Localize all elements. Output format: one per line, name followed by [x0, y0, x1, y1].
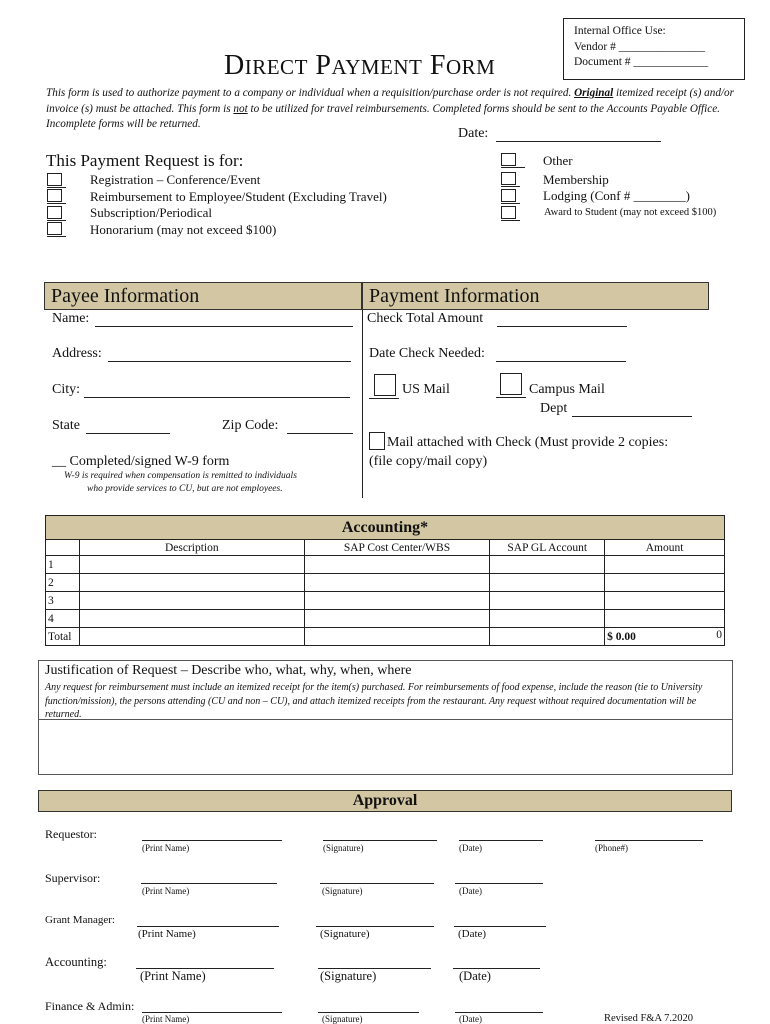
total-extra: 0 — [716, 629, 722, 641]
description-cell[interactable] — [79, 592, 304, 610]
row-number: 3 — [46, 592, 80, 610]
requestor-print-name-field[interactable] — [142, 840, 282, 841]
role-finance-admin: Finance & Admin: — [45, 999, 135, 1013]
intro-not: not — [233, 102, 248, 115]
caption-date: (Date) — [459, 969, 491, 983]
checkbox-reimbursement[interactable] — [47, 189, 62, 202]
cost-center-cell[interactable] — [304, 556, 490, 574]
mail-attached-label-2: (file copy/mail copy) — [369, 454, 488, 469]
intro-part-1: This form is used to authorize payment to a company or individual when a requisition/purchase order is not required. — [46, 87, 572, 99]
supervisor-print-name-field[interactable] — [141, 883, 277, 884]
caption-date: (Date) — [459, 843, 482, 853]
mail-attached-label: Mail attached with Check (Must provide 2 copies: — [387, 435, 669, 450]
justification-title: Justification of Request – Describe who, what, why, when, where — [45, 663, 412, 678]
caption-print-name: (Print Name) — [140, 969, 206, 983]
intro-original: Original — [574, 87, 614, 99]
grant-manager-signature-field[interactable] — [316, 926, 434, 927]
intro-part-3: to be utilized for travel reimbursements. Completed forms should be sent to the Accounts Payable Office. Incomplete forms will be returned. — [46, 102, 720, 130]
w9-note-2: who provide services to CU, but are not employees. — [87, 484, 283, 494]
payment-header: Payment Information — [362, 282, 709, 310]
option-reimbursement: Reimbursement to Employee/Student (Excluding Travel) — [90, 189, 387, 204]
city-label: City: — [52, 382, 81, 397]
revision-note: Revised F&A 7.2020 — [604, 1013, 693, 1024]
description-cell[interactable] — [79, 556, 304, 574]
cost-center-cell[interactable] — [304, 574, 490, 592]
amount-cell[interactable] — [605, 556, 725, 574]
check-total-field[interactable] — [497, 326, 627, 327]
finance-date-field[interactable] — [455, 1012, 543, 1013]
row-number: 2 — [46, 574, 80, 592]
date-needed-field[interactable] — [496, 361, 626, 362]
approval-header: Approval — [38, 790, 732, 812]
section-divider — [362, 310, 363, 498]
checkbox-honorarium[interactable] — [47, 222, 62, 235]
checkbox-membership[interactable] — [501, 172, 516, 185]
option-membership: Membership — [543, 172, 609, 187]
finance-print-name-field[interactable] — [142, 1012, 282, 1013]
checkbox-registration[interactable] — [47, 173, 62, 186]
date-field[interactable] — [496, 141, 661, 142]
total-blank — [79, 628, 304, 646]
supervisor-date-field[interactable] — [455, 883, 543, 884]
zip-label: Zip Code: — [222, 418, 279, 433]
checkbox-underline — [47, 220, 66, 221]
caption-signature: (Signature) — [320, 969, 377, 983]
option-award: Award to Student (may not exceed $100) — [544, 207, 717, 218]
accounting-header: Accounting* — [46, 516, 725, 540]
amount-cell[interactable] — [605, 574, 725, 592]
role-requestor: Requestor: — [45, 827, 97, 841]
total-label: Total — [46, 628, 80, 646]
description-cell[interactable] — [79, 610, 304, 628]
name-label: Name: — [52, 311, 90, 326]
checkbox-underline — [501, 220, 520, 221]
w9-note-1: W-9 is required when compensation is remitted to individuals — [64, 471, 297, 481]
table-row — [46, 574, 725, 592]
justification-description: Any request for reimbursement must include an itemized receipt for the item(s) purchased. For reimbursements of food expense, include the reason (tie to University function/mission), the persons attending (CU and non – CU), and attach itemized receipts from the restaurant. Any request without required documentation will be returned. — [45, 682, 703, 720]
table-row — [46, 610, 725, 628]
title-cap-3: F — [429, 50, 446, 81]
vendor-field[interactable]: Vendor # _______________ — [574, 40, 705, 53]
state-field[interactable] — [86, 433, 170, 434]
title-rest-3: ORM — [445, 55, 496, 79]
checkbox-lodging[interactable] — [501, 189, 516, 202]
checkbox-subscription[interactable] — [47, 206, 62, 219]
w9-checkbox-label[interactable]: __ Completed/signed W-9 form — [52, 454, 230, 469]
finance-signature-field[interactable] — [318, 1012, 419, 1013]
row-number: 4 — [46, 610, 80, 628]
title-rest-1: IRECT — [244, 55, 308, 79]
caption-date: (Date) — [459, 886, 482, 896]
caption-print-name: (Print Name) — [138, 928, 196, 940]
role-supervisor: Supervisor: — [45, 871, 101, 885]
accounting-column-row — [46, 540, 725, 556]
request-heading: This Payment Request is for: — [46, 151, 244, 170]
title-cap-2: P — [315, 50, 332, 81]
caption-date: (Date) — [458, 928, 487, 940]
role-grant-manager: Grant Manager: — [45, 914, 115, 926]
total-amount-cell — [605, 628, 725, 646]
gl-account-cell[interactable] — [490, 592, 605, 610]
amount-cell[interactable] — [605, 592, 725, 610]
supervisor-signature-field[interactable] — [320, 883, 434, 884]
intro-part-2: itemized receipt (s) and/or invoice (s) must be attached. This form is — [46, 87, 734, 115]
address-field[interactable] — [108, 361, 351, 362]
checkbox-underline — [501, 203, 520, 204]
requestor-signature-field[interactable] — [323, 840, 437, 841]
caption-print-name: (Print Name) — [142, 1014, 190, 1024]
check-total-label: Check Total Amount — [367, 311, 484, 326]
caption-print-name: (Print Name) — [142, 886, 190, 896]
cost-center-cell[interactable] — [304, 610, 490, 628]
caption-signature: (Signature) — [322, 886, 363, 896]
option-honorarium: Honorarium (may not exceed $100) — [90, 222, 277, 237]
caption-signature: (Signature) — [322, 1014, 363, 1024]
intro-text — [46, 86, 736, 133]
option-lodging: Lodging (Conf # ________) — [543, 188, 690, 203]
total-amount: $ 0.00 — [607, 630, 636, 643]
grant-manager-print-name-field[interactable] — [137, 926, 279, 927]
gl-account-cell[interactable] — [490, 574, 605, 592]
checkbox-underline — [47, 187, 66, 188]
table-row — [46, 556, 725, 574]
dept-field[interactable] — [572, 416, 692, 417]
grant-manager-date-field[interactable] — [454, 926, 546, 927]
caption-phone: (Phone#) — [595, 843, 628, 853]
address-label: Address: — [52, 346, 102, 361]
campus-mail-checkbox[interactable] — [500, 373, 522, 395]
checkbox-underline — [501, 167, 525, 168]
document-field[interactable]: Document # _____________ — [574, 56, 709, 68]
office-heading: Internal Office Use: — [574, 25, 666, 37]
total-blank — [490, 628, 605, 646]
checkbox-underline — [496, 397, 526, 398]
internal-office-box — [563, 18, 745, 80]
column-cost-center: SAP Cost Center/WBS — [304, 540, 490, 556]
total-row — [46, 628, 725, 646]
caption-signature: (Signature) — [320, 928, 370, 940]
requestor-phone-field[interactable] — [595, 840, 703, 841]
us-mail-label: US Mail — [402, 382, 450, 397]
row-num-col — [46, 540, 80, 556]
checkbox-other[interactable] — [501, 153, 516, 166]
role-accounting: Accounting: — [45, 955, 107, 969]
table-row — [46, 592, 725, 610]
caption-signature: (Signature) — [323, 843, 364, 853]
description-cell[interactable] — [79, 574, 304, 592]
requestor-date-field[interactable] — [459, 840, 543, 841]
option-other: Other — [543, 153, 573, 168]
total-blank — [304, 628, 490, 646]
justification-input[interactable] — [39, 720, 732, 774]
gl-account-cell[interactable] — [490, 610, 605, 628]
amount-cell[interactable] — [605, 610, 725, 628]
us-mail-checkbox[interactable] — [374, 374, 396, 396]
option-subscription: Subscription/Periodical — [90, 205, 213, 220]
date-label: Date: — [458, 126, 489, 141]
cost-center-cell[interactable] — [304, 592, 490, 610]
column-amount: Amount — [605, 540, 725, 556]
date-needed-label: Date Check Needed: — [369, 346, 485, 361]
name-field[interactable] — [95, 326, 353, 327]
column-description: Description — [79, 540, 304, 556]
mail-attached-checkbox[interactable] — [369, 432, 385, 450]
checkbox-underline — [47, 203, 66, 204]
column-gl-account: SAP GL Account — [490, 540, 605, 556]
checkbox-underline — [369, 398, 399, 399]
state-label: State — [52, 418, 80, 433]
campus-mail-label: Campus Mail — [529, 382, 605, 397]
accounting-table — [45, 515, 725, 646]
dept-label: Dept — [540, 401, 568, 416]
row-number: 1 — [46, 556, 80, 574]
title-rest-2: AYMENT — [331, 55, 423, 79]
gl-account-cell[interactable] — [490, 556, 605, 574]
title-cap-1: D — [224, 50, 245, 81]
option-registration: Registration – Conference/Event — [90, 172, 261, 187]
caption-print-name: (Print Name) — [142, 843, 190, 853]
city-field[interactable] — [84, 397, 350, 398]
page-title — [224, 50, 495, 82]
checkbox-underline — [501, 186, 520, 187]
caption-date: (Date) — [459, 1014, 482, 1024]
checkbox-award[interactable] — [501, 206, 516, 219]
payee-header: Payee Information — [44, 282, 362, 310]
zip-field[interactable] — [287, 433, 353, 434]
checkbox-underline — [47, 236, 66, 237]
